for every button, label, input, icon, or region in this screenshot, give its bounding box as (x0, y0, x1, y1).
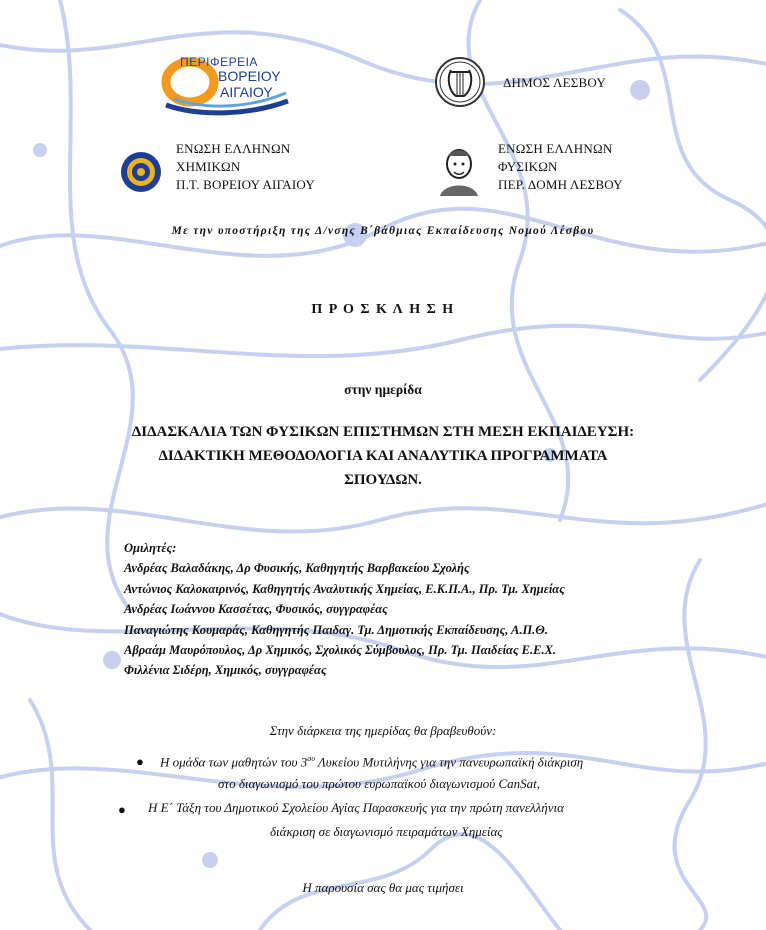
speaker-item: Ανδρέας Ιωάννου Κασσέτας, Φυσικός, συγγραφέας (124, 602, 388, 617)
speaker-item: Ανδρέας Βαλαδάκης, Δρ Φυσικής, Καθηγητής Βαρβακείου Σχολής (124, 561, 470, 576)
chemists-union-line2: ΧΗΜΙΚΩΝ (176, 159, 241, 174)
region-logo-line2: ΒΟΡΕΙΟΥ (218, 68, 281, 84)
award-item-2-line1: Η Ε΄ Τάξη του Δημοτικού Σχολείου Αγίας Παρασκευής για την πρώτη πανελλήνια (148, 800, 564, 815)
award-item-2 (148, 796, 728, 844)
event-title-line2: ΔΙΔΑΚΤΙΚΗ ΜΕΘΟΔΟΛΟΓΙΑ ΚΑΙ ΑΝΑΛΥΤΙΚΑ ΠΡΟΓΡΑΜΜΑΤΑ (158, 448, 608, 464)
region-logo-line1: ΠΕΡΙΦΕΡΕΙΑ (180, 55, 258, 69)
chemists-emblem (120, 151, 162, 193)
award-item-1-line1 (160, 748, 720, 773)
speakers-list (124, 538, 724, 681)
awards-heading: Στην διάρκεια της ημερίδας θα βραβευθούν: (269, 723, 497, 738)
physicists-union (498, 140, 623, 194)
speaker-item: Φιλλένια Σιδέρη, Χημικός, συγγραφέας (124, 663, 327, 678)
physicists-union-line2: ΦΥΣΙΚΩΝ (498, 159, 558, 174)
physicists-union-line1: ΕΝΩΣΗ ΕΛΛΗΝΩΝ (498, 141, 613, 156)
chemists-union-line1: ΕΝΩΣΗ ΕΛΛΗΝΩΝ (176, 141, 291, 156)
municipality-name: ΔΗΜΟΣ ΛΕΣΒΟΥ (503, 75, 606, 90)
speaker-item: Παναγιώτης Κουμαράς, Καθηγητής Παιδαγ. Τμ. Δημοτικής Εκπαίδευσης, Α.Π.Θ. (124, 622, 548, 637)
award-bullet-1: ● (136, 754, 144, 769)
award-item-1-post: Λυκείου Μυτιλήνης για την πανευρωπαϊκή διάκριση (314, 754, 584, 770)
lyre-emblem-icon (434, 56, 486, 108)
chemists-union-line3: Π.Τ. ΒΟΡΕΙΟΥ ΑΙΓΑΙΟΥ (176, 177, 315, 192)
event-title-line3: ΣΠΟΥΔΩΝ. (344, 472, 422, 488)
event-title-line1: ΔΙΔΑΣΚΑΛΙΑ ΤΩΝ ΦΥΣΙΚΩΝ ΕΠΙΣΤΗΜΩΝ ΣΤΗ ΜΕΣΗ ΕΚΠΑΙΔΕΥΣΗ: (131, 424, 635, 440)
event-title (0, 420, 766, 492)
region-logo (160, 55, 290, 120)
chemists-seal-icon (120, 151, 162, 193)
award-item-1-line2: στο διαγωνισμό του πρώτου ευρωπαϊκού διαγωνισμού CanSat, (218, 776, 540, 792)
award-bullet-2: ● (118, 802, 126, 817)
region-logo-line3: ΑΙΓΑΙΟΥ (220, 84, 273, 100)
physicists-union-line3: ΠΕΡ. ΔΟΜΗ ΛΕΣΒΟΥ (498, 177, 623, 192)
award-item-1 (160, 748, 720, 795)
physicists-emblem (436, 146, 482, 198)
award-item-1-pre: Η ομάδα των μαθητών του 3 (160, 754, 308, 770)
award-item-2-line2: διάκριση σε διαγωνισμό πειραμάτων Χημείας (270, 824, 503, 839)
event-intro: στην ημερίδα (344, 382, 422, 397)
invitation-title: Π Ρ Ο Σ Κ Λ Η Σ Η (311, 302, 455, 317)
speakers-heading: Ομιλητές: (124, 541, 177, 555)
award-item-1-sup: ου (307, 754, 315, 763)
municipality-emblem (434, 56, 486, 108)
closing-line: Η παρουσία σας θα μας τιμήσει (302, 880, 464, 895)
chemists-union (176, 140, 315, 194)
physicist-portrait-icon (436, 146, 482, 198)
speaker-item: Αβραάμ Μαυρόπουλος, Δρ Χημικός, Σχολικός Σύμβουλος, Πρ. Τμ. Παιδείας Ε.Ε.Χ. (124, 643, 557, 658)
support-line: Με την υποστήριξη της Δ/νσης Β΄βάθμιας Εκπαίδευσης Νομού Λέσβου (171, 225, 595, 237)
speaker-item: Αντώνιος Καλοκαιρινός, Καθηγητής Αναλυτικής Χημείας, Ε.Κ.Π.Α., Πρ. Τμ. Χημείας (124, 581, 565, 596)
